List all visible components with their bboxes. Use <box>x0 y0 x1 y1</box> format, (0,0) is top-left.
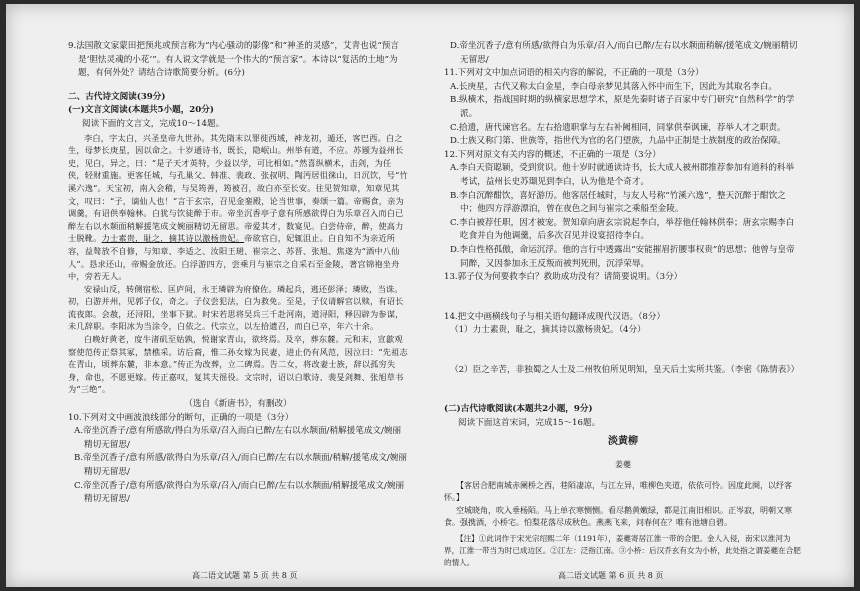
q11-option-c: C.拾遗，唐代谏官名。左右拾遗职掌与左右补阙相同，同掌供奉讽谏，荐举人才之职责。 <box>450 122 786 133</box>
q11-option-a: A.长庚星，古代又称太白金星，李白母亲梦见其落入怀中而生下，因此为其取名李白。 <box>450 81 777 92</box>
q14-item-1: （1）力士素贵，耻之，摘其诗以激杨贵妃。（4分） <box>450 325 646 336</box>
underlined-sentence: 力士素贵，耻之，摘其诗以激杨贵妃。 <box>101 233 245 244</box>
subsection-heading: (二)古代诗歌阅读(本题共2小题，9分) <box>444 404 593 415</box>
q10-option-d: D.帝坐沉香子/意有所感/欲得白为乐章/召入/而白已醉/左右以水颒面稍解/援笔成文/婉丽精切无留思/ <box>450 41 798 65</box>
section-heading: 二、古代诗文阅读(39分) <box>68 91 166 102</box>
poem-title: 淡黄柳 <box>608 435 638 447</box>
answer-space <box>444 338 802 364</box>
exam-sheet <box>6 4 854 587</box>
poem-preface: 【客居合肥南城赤阑桥之西，巷陌凄凉，与江左异，唯柳色夹道，依依可怜。因度此阕，以纾客怀。】 <box>444 480 792 503</box>
q14-item-2: （2）臣之辛苦，非独蜀之人士及二州牧伯所见明知，皇天后土实所共鉴。（李密《陈情表》） <box>450 364 800 375</box>
poem-text: 空城晓角，吹入垂杨陌。马上单衣寒恻恻。看尽鹅黄嫩绿，都是江南旧相识。正岑寂，明朝又寒食。强携酒，小桥宅。怕梨花落尽成秋色。燕燕飞来，问春何在？唯有池塘自碧。 <box>444 505 792 528</box>
poem-note: 【注】①此词作于宋光宗绍熙二年（1191年），姜夔寄居江淮一带的合肥。金人入侵，南宋以淮河为界，江淮一带当为时已成边区。②江左：泛指江南。③小桥：后汉乔玄有女为小桥，此处指之谓姜夔在合肥的情人。 <box>444 534 801 568</box>
q12-option-c: C.李白被荐任职，因才被宠。贺知章向唐玄宗说起李白，举荐他任翰林供奉；唐玄宗赐李白吃食并自为他调羹，后多次召见并设宴招待李白。 <box>450 217 795 242</box>
q12-option-d: D.李白性格孤傲，命运沉浮。他的言行中透露出“安能摧眉折腰事权贵”的思想；他曾与皇帝同醉，又因参加永王反叛而被判死刑，沉浮荣辱。 <box>450 244 795 269</box>
question-12: 12.下列对原文有关内容的概述，不正确的一项是（3分） <box>444 149 661 160</box>
q10-option-b: B.帝坐沉香子/意有所感/欲得白为乐章/召入/而白已醉/左右以水颒面/稍解/援笔成文/婉丽精切无留思/ <box>74 453 407 477</box>
reading-instruction: 阅读下面这首宋词，完成15～16题。 <box>458 418 601 429</box>
q12-option-b: B.李白沉醉酣饮，喜好游历。他客居任城时，与友人号称“竹溪六逸”，整天沉醉于酣饮之中；他四方浮游漂泊，曾在夜色之间与崔宗之乘船至金陵。 <box>450 190 786 215</box>
passage-source: （选自《新唐书》，有删改） <box>184 399 292 410</box>
question-13: 13.郭子仪为何要救李白？救助成功没有？请简要说明。（3分） <box>444 272 683 283</box>
question-11: 11.下列对文中加点词语的相关内容的解说，不正确的一项是（3分） <box>444 68 704 79</box>
passage-paragraph-2: 安禄山反，转侧宿松、匡庐间，永王璘辟为府僚佐。璘起兵，逃还彭泽；璘败，当诛。初，白游并州，见郭子仪，奇之。子仪尝犯法，白为救免。至是，子仪请解官以赎，有诏长流夜郎。会赦，还浔阳，坐事下狱。时宋若思将吴兵三千赴河南，道浔阳，释囚辟为参谋，未几辞职。李阳冰为当涂令，白依之。代宗立，以左拾遗召，而白已卒，年六十余。 <box>68 283 404 332</box>
q11-option-b: B.纵横术，指战国时期的纵横家思想学术，原是先秦时诸子百家中专门研究“自然科学”的学派。 <box>450 95 795 119</box>
answer-space <box>444 285 802 311</box>
poem-author: 姜夔 <box>615 460 631 470</box>
q11-option-d: D.士族又称门第、世族等，指世代为官的名门望族，九品中正制是士族制度的政治保障。 <box>450 136 786 147</box>
subsection-heading: (一)文言文阅读(本题共5小题，20分) <box>68 105 214 116</box>
answer-space <box>444 377 802 403</box>
right-column <box>444 40 802 569</box>
reading-instruction: 阅读下面的文言文，完成10～14题。 <box>82 118 225 129</box>
page-footer-left: 高二语文试题 第 5 页 共 8 页 <box>192 571 298 580</box>
page-footer-right: 高二语文试题 第 6 页 共 8 页 <box>558 571 664 580</box>
q12-option-a: A.李白天资聪颖，受到赏识。他十岁时就通读诗书，长大成人被州郡推荐参加有道科的科举考试，益州长史苏颋见到李白，认为他是个奇才。 <box>450 163 795 187</box>
passage-paragraph-3: 白晚好黄老，度牛渚矶至姑孰，悦谢家青山，欲终焉。及卒，葬东麓。元和末，宣歙观察使范传正祭其冢，禁樵采。访后裔，惟二孙女嫁为民妻，进止仍有风范，因泣曰：“先祖志在青山，顷葬东麓，非本意。”传正为改葬，立二碑焉。告二女，将改妻士族，辞以孤穷失身，命也，不愿更嫁。传正嘉叹，复其夫徭役。文宗时，诏以白歌诗、裴旻剑舞、张旭草书为“三绝”。 <box>68 334 408 395</box>
q10-option-a: A.帝坐沉香子/意有所感欲/得白为乐章/召入而白已醉/左右以水颒面/稍解援笔成文/婉丽精切无留思/ <box>74 426 402 450</box>
q10-option-c: C.帝坐沉香子/意有所感/欲得白为乐章/召入/而白已醉/左右以水颒面/稍解援笔成文/婉丽精切无留思/ <box>74 480 405 505</box>
question-9: 9.法国散文家蒙田把预兆或预言称为“内心骚动的影像”和“神圣的灵感”，艾青也说“预言是‘胆怯灵魂的小花’”。有人说文学就是一个伟大的“预言家”。本诗以“复活的土地”为题，有何外处？请结合诗歌简要分析。(6分) <box>68 41 399 79</box>
left-column <box>68 40 408 507</box>
question-14: 14.把文中画横线句子与相关语句翻译成现代汉语。（8分） <box>444 311 666 322</box>
passage-paragraph-1: 李白，字太白，兴圣皇帝九世孙。其先隋末以罪徙西域，神龙初，遁还，客巴西。白之生，母梦长庚星，因以命之。十岁通诗书，既长，隐岷山。州举有道，不应。苏颋为益州长史，见白，异之，曰：“是子天才英特，少益以学，可比相如。”然喜纵横术，击剑，为任侠，轻财重施。更客任城，与孔巢父、韩准、裴政、张叔明、陶沔居徂徕山，日沉饮，号“竹溪六逸”。天宝初，南入会稽，与吴筠善，筠被召，故白亦至长安。往见贺知章，知章见其文，叹曰：“子，谪仙人也！”言于玄宗，召见金銮殿，论当世事，奏颂一篇。帝赐食，亲为调羹，有诏供奉翰林。白犹与饮徒醉于市。帝坐沉香亭子意有所感欲得白为乐章召入而白已醉左右以水颒面稍解援笔成文婉丽精切无留思。帝爱其才，数宴见。白尝侍帝，醉，使高力士脱靴。力士素贵，耻之，摘其诗以激杨贵妃。帝欲官白，妃辄沮止。白自知不为亲近所容，益骜放不自修，与知章、李适之、汝阳王琎、崔宗之、苏晋、张旭、焦遂为“酒中八仙人”。恳求还山，帝赐金放还。白浮游四方，尝乘月与崔宗之自采石至金陵，著宫锦袍坐舟中，旁若无人。 <box>68 132 408 282</box>
question-10: 10.下列对文中画波浪线部分的断句，正确的一项是（3分） <box>68 412 294 423</box>
